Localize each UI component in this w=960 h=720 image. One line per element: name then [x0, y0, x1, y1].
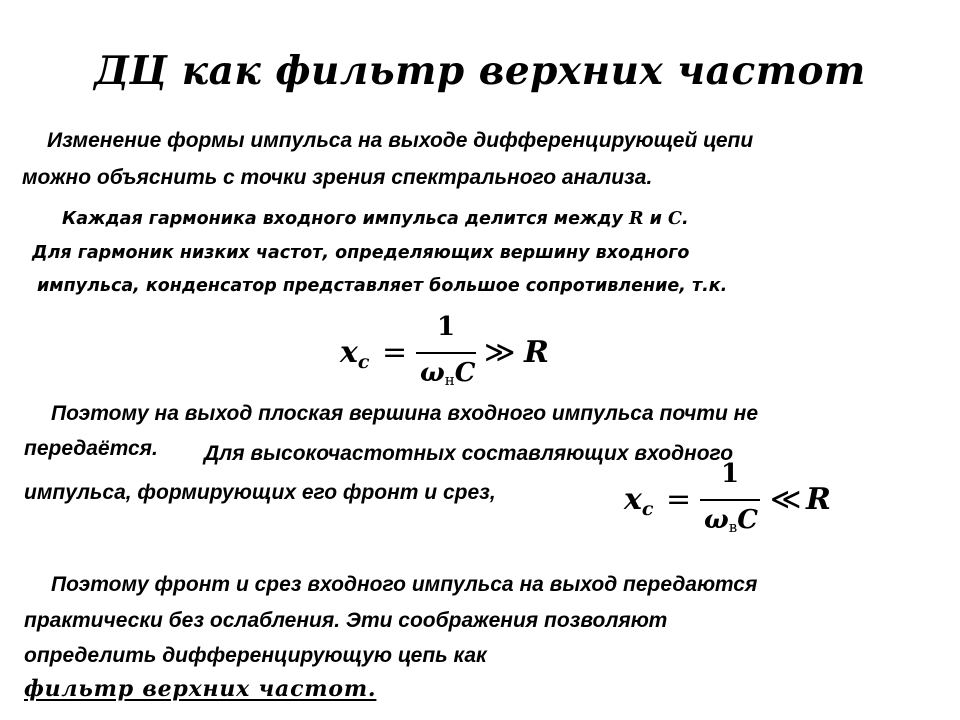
paragraph4-line2: практически без ослабления. Эти соображения позволяют	[24, 609, 668, 632]
formula-high-omega: ω	[704, 505, 729, 535]
formula-high-lhs	[624, 482, 654, 520]
paragraph3-line3: импульса, формирующих его фронт и срез,	[24, 481, 496, 504]
paragraph2-line1-end: .	[681, 209, 689, 229]
formula-high-den-sub: в	[728, 518, 738, 536]
formula-low-fraction-bar	[416, 352, 476, 354]
formula-low-lhs	[340, 335, 370, 373]
slide-title: ДЦ как фильтр верхних частот	[94, 48, 866, 94]
formula-low-frequency	[340, 308, 570, 398]
formula-low-lhs-var: x	[340, 335, 358, 370]
formula-high-den-c: C	[737, 505, 758, 535]
paragraph3-line1: Поэтому на выход плоская вершина входного импульса почти не	[51, 402, 759, 425]
paragraph2-line2: Для гармоник низких частот, определяющих вершину входного	[32, 243, 690, 263]
formula-high-lhs-var: x	[624, 482, 642, 517]
formula-low-denominator	[420, 358, 476, 389]
formula-high-lhs-sub: c	[641, 498, 654, 520]
formula-high-rhs: R	[806, 482, 831, 517]
paragraph2-line3: импульса, конденсатор представляет большое сопротивление, т.к.	[37, 276, 728, 296]
formula-low-relation: ≫	[484, 335, 516, 370]
variable-c: C	[668, 209, 682, 229]
paragraph4-line3: определить дифференцирующую цепь как	[24, 644, 487, 667]
paragraph2-line1	[62, 211, 689, 229]
paragraph3-line2b: Для высокочастотных составляющих входного	[204, 442, 734, 465]
formula-high-relation: ≪	[770, 482, 802, 517]
formula-high-frequency	[620, 455, 850, 545]
paragraph3-line2a: передаётся.	[24, 437, 158, 460]
paragraph1-line1: Изменение формы импульса на выходе дифференцирующей цепи	[47, 129, 754, 152]
formula-high-denominator	[704, 505, 758, 536]
formula-low-lhs-sub: c	[357, 351, 370, 373]
paragraph4-line1: Поэтому фронт и срез входного импульса на выход передаются	[51, 573, 758, 596]
formula-low-rhs: R	[524, 335, 549, 370]
formula-low-den-sub: н	[444, 371, 455, 389]
formula-low-numerator: 1	[436, 312, 456, 342]
formula-low-omega: ω	[420, 358, 445, 388]
formula-low-equals: =	[382, 335, 408, 370]
paragraph2-line1-text: Каждая гармоника входного импульса делится между	[62, 209, 629, 229]
variable-r: R	[629, 209, 644, 229]
paragraph1-line2: можно объяснить с точки зрения спектрального анализа.	[22, 166, 653, 189]
formula-low-den-c: C	[454, 358, 476, 388]
paragraph2-line1-and: и	[643, 209, 668, 229]
formula-high-equals: =	[666, 482, 692, 517]
formula-high-fraction-bar	[700, 499, 760, 501]
conclusion-text: фильтр верхних частот.	[24, 676, 377, 702]
formula-high-numerator: 1	[720, 459, 740, 489]
